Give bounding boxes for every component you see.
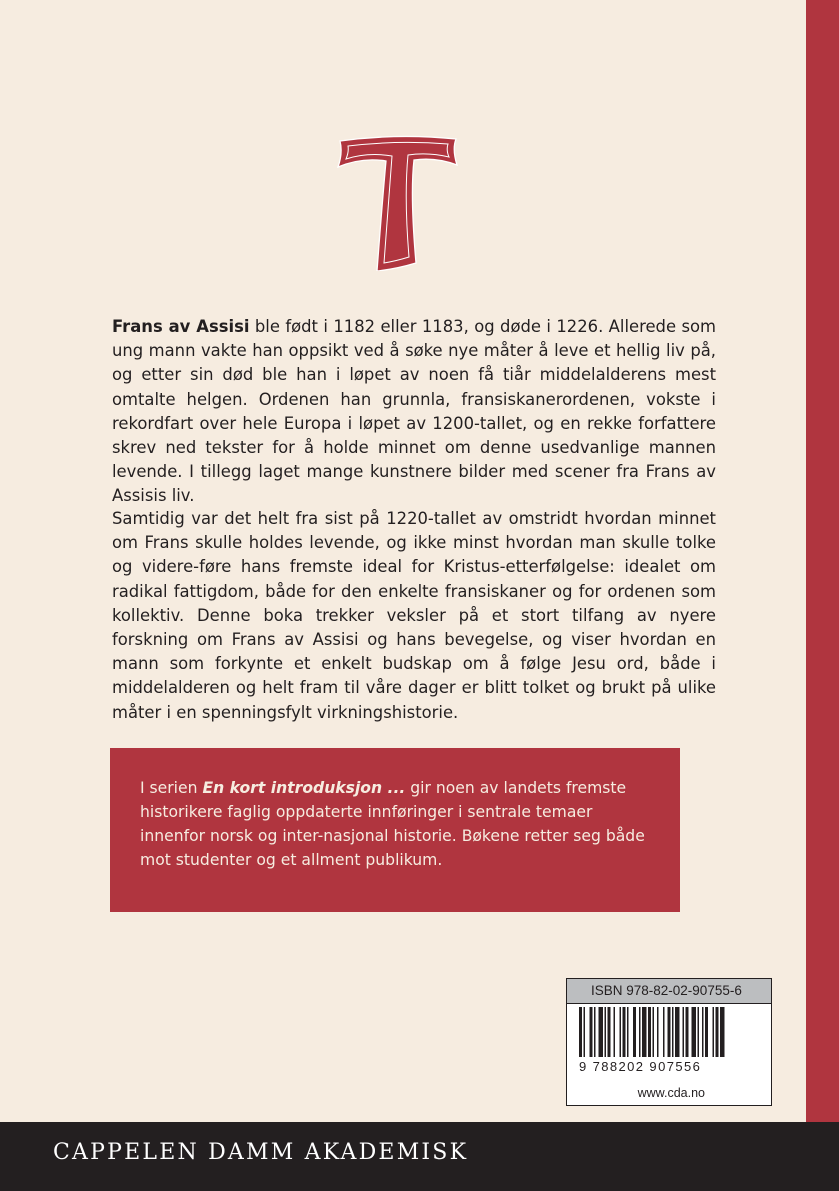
tau-cross-icon: [336, 135, 460, 271]
barcode-bar: [599, 1007, 604, 1057]
barcode-bar: [720, 1007, 725, 1057]
barcode-bar: [608, 1007, 611, 1057]
barcode-bar: [683, 1007, 685, 1057]
description-paragraph: Samtidig var det helt fra sist på 1220-tallet av omstridt hvordan minnet om Frans skulle holdes levende, og ikke minst hvordan man skulle tolke og videre-føre hans fremste ideal for Kristus-etterfølgelse: idealet om radikal fattigdom, både for den enkelte fransiskaner og for ordenen som kollektiv. Denne boka trekker veksler på et stort tilfang av nyere forskning om Frans av Assisi og hans bevegelse, og viser hvordan en mann som forkynte et enkelt budskap om å følge Jesu ord, både i middelalderen og helt fram til våre dager er blitt tolket og brukt på ulike måter i en spenningsfylt virkningshistorie.: [112, 509, 716, 722]
barcode-digits: 9 788202 907556: [579, 1059, 702, 1074]
series-title: En kort introduksjon ...: [202, 779, 406, 797]
barcode-bar: [594, 1007, 596, 1057]
barcode-bar: [668, 1007, 671, 1057]
series-description: gir noen av landets fremste historikere faglig oppdaterte innføringer i sentrale temaer innenfor norsk og inter-nasjonal historie. Bøkene retter seg både mot studenter og et allment publikum.: [140, 779, 645, 869]
barcode-bar: [716, 1007, 719, 1057]
barcode-bar: [605, 1007, 607, 1057]
barcode-bar: [642, 1007, 647, 1057]
subject-name: Frans av Assisi: [112, 317, 250, 336]
barcode-image: [579, 1007, 759, 1057]
barcode-bar: [705, 1007, 708, 1057]
barcode-bar: [590, 1007, 593, 1057]
barcode-bar: [623, 1007, 626, 1057]
barcode-bar: [698, 1007, 700, 1057]
barcode-bar: [627, 1007, 629, 1057]
intro-paragraph: [112, 315, 716, 509]
isbn-label: ISBN 978-82-02-90755-6: [567, 979, 771, 1004]
barcode-bar: [620, 1007, 622, 1057]
barcode-bar: [702, 1007, 704, 1057]
barcode-bar: [648, 1007, 651, 1057]
barcode-bar: [633, 1007, 636, 1057]
barcode-bar: [579, 1007, 582, 1057]
barcode-bar: [584, 1007, 586, 1057]
spine-edge-strip: [806, 0, 839, 1122]
barcode-bar: [686, 1007, 689, 1057]
barcode-bar: [663, 1007, 665, 1057]
barcode-bar: [692, 1007, 697, 1057]
barcode-bar: [653, 1007, 655, 1057]
isbn-barcode-box: [566, 978, 772, 1106]
barcode-bar: [639, 1007, 641, 1057]
intro-paragraph-text: ble født i 1182 eller 1183, og døde i 1226. Allerede som ung mann vakte han oppsikt ved å søke nye måter å leve et hellig liv på, og etter sin død ble han i løpet av noen få tiår middelalderens mest omtalte helgen. Ordenen han grunnla, fransiskanerordenen, vokste i rekordfart over hele Europa i løpet av 1200-tallet, og en rekke forfattere skrev ned tekster for å holde minnet om denne usedvanlige mannen levende. I tillegg laget mange kunstnere bilder med scener fra Frans av Assisis liv.: [112, 317, 716, 506]
publisher-name: CAPPELEN DAMM AKADEMISK: [53, 1140, 469, 1165]
barcode-bar: [675, 1007, 680, 1057]
series-prefix: I serien: [140, 779, 203, 797]
barcode-bar: [657, 1007, 659, 1057]
barcode-bar: [713, 1007, 715, 1057]
publisher-url: www.cda.no: [637, 1086, 705, 1100]
barcode-bar: [672, 1007, 674, 1057]
barcode-bar: [614, 1007, 616, 1057]
series-info-box: [110, 748, 680, 912]
